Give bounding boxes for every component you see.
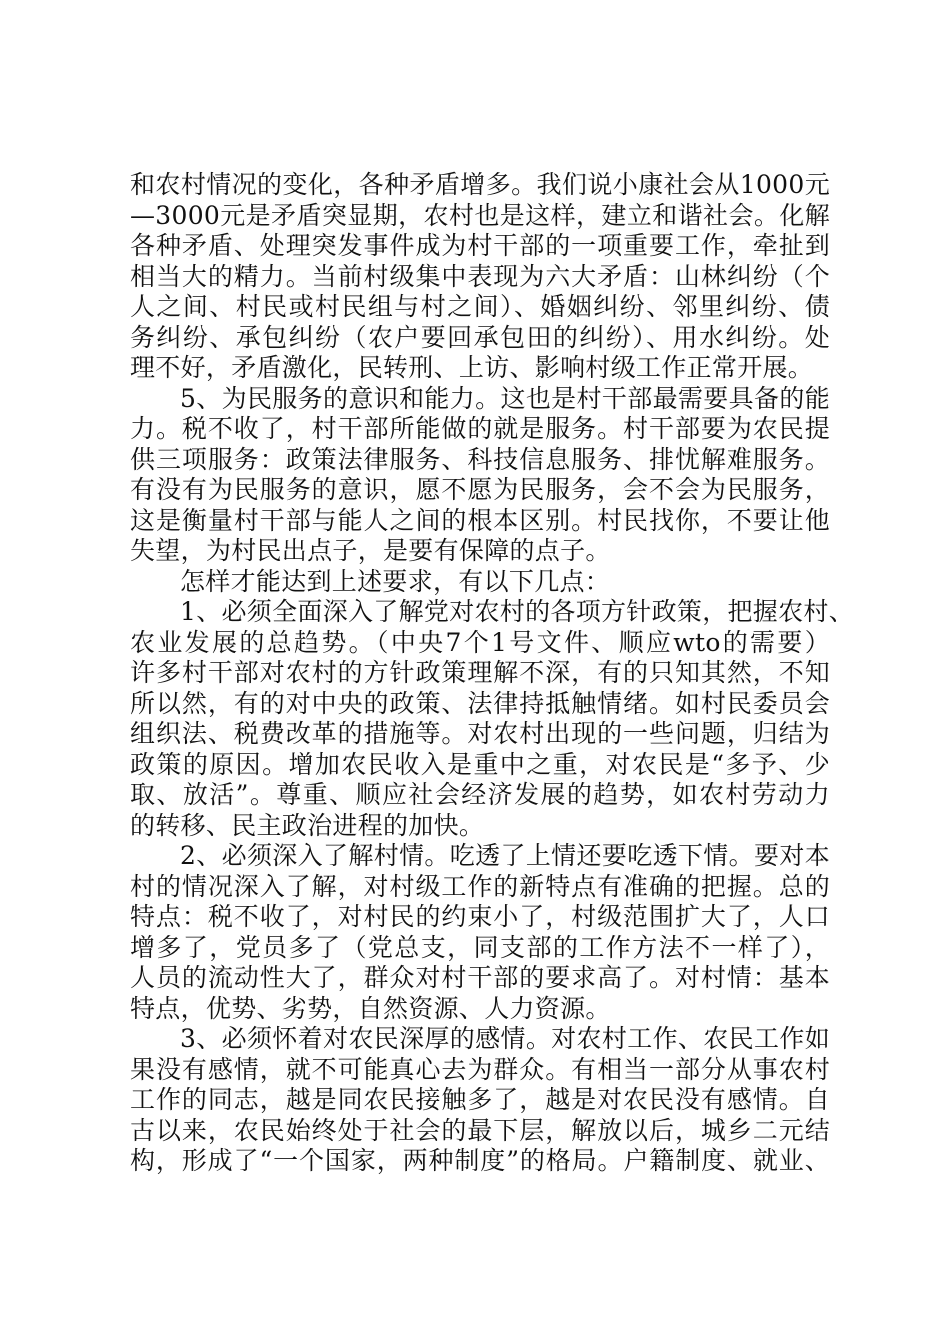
text-line: 这是衡量村干部与能人之间的根本区别。村民找你，不要让他: [130, 505, 830, 535]
text-line: 怎样才能达到上述要求，有以下几点：: [180, 566, 611, 596]
text-line: 特点：税不收了，对村民的约束小了，村级范围扩大了，人口: [130, 902, 830, 931]
document-body: [130, 170, 855, 1177]
text-line: 增多了，党员多了（党总支，同支部的工作方法不一样了），: [130, 932, 830, 962]
text-line: 有没有为民服务的意识，愿不愿为民服务，会不会为民服务，: [130, 475, 830, 504]
text-line: 1、必须全面深入了解党对农村的各项方针政策，把握农村、: [180, 597, 855, 626]
text-line: 政策的原因。增加农民收入是重中之重，对农民是“多予、少: [130, 749, 830, 779]
text-line: 失望，为村民出点子，是要有保障的点子。: [130, 536, 611, 565]
text-line: 所以然，有的对中央的政策、法律持抵触情绪。如村民委员会: [130, 688, 830, 718]
text-line: 供三项服务：政策法律服务、科技信息服务、排忧解难服务。: [130, 444, 830, 474]
text-line: 人员的流动性大了，群众对村干部的要求高了。对村情：基本: [130, 963, 830, 992]
text-line: 各种矛盾、处理突发事件成为村干部的一项重要工作，牵扯到: [130, 231, 830, 260]
text-line: 理不好，矛盾激化，民转刑、上访、影响村级工作正常开展。: [130, 353, 814, 382]
text-line: 的转移、民主政治进程的加快。: [130, 810, 485, 840]
text-line: 许多村干部对农村的方针政策理解不深，有的只知其然，不知: [130, 658, 830, 687]
text-line: 构，形成了“一个国家，两种制度”的格局。户籍制度、就业、: [130, 1146, 830, 1175]
text-line: 2、必须深入了解村情。吃透了上情还要吃透下情。要对本: [180, 841, 830, 870]
text-line: 果没有感情，就不可能真心去为群众。有相当一部分从事农村: [130, 1054, 830, 1084]
text-line: 工作的同志，越是同农民接触多了，越是对农民没有感情。自: [130, 1085, 830, 1114]
text-line: 务纠纷、承包纠纷（农户要回承包田的纠纷）、用水纠纷。处: [130, 322, 830, 352]
text-line: 人之间、村民或村民组与村之间）、婚姻纠纷、邻里纠纷、债: [130, 292, 830, 321]
text-line: 相当大的精力。当前村级集中表现为六大矛盾：山林纠纷（个: [130, 261, 830, 291]
text-line: 取、放活”。尊重、顺应社会经济发展的趋势，如农村劳动力: [130, 780, 830, 809]
text-line: 5、为民服务的意识和能力。这也是村干部最需要具备的能: [180, 383, 830, 413]
text-line: 古以来，农民始终处于社会的最下层，解放以后，城乡二元结: [130, 1115, 830, 1145]
text-line: —3000元是矛盾突显期，农村也是这样，建立和谐社会。化解: [130, 200, 830, 230]
text-line: 农业发展的总趋势。（中央7个1号文件、顺应wto的需要）: [130, 627, 830, 657]
text-line: 和农村情况的变化，各种矛盾增多。我们说小康社会从1000元: [130, 170, 830, 199]
text-line: 3、必须怀着对农民深厚的感情。对农村工作、农民工作如: [180, 1024, 830, 1053]
text-line: 特点，优势、劣势，自然资源、人力资源。: [130, 993, 611, 1023]
text-line: 组织法、税费改革的措施等。对农村出现的一些问题，归结为: [130, 719, 830, 748]
text-line: 力。税不收了，村干部所能做的就是服务。村干部要为农民提: [130, 414, 830, 443]
text-line: 村的情况深入了解，对村级工作的新特点有准确的把握。总的: [130, 871, 830, 901]
